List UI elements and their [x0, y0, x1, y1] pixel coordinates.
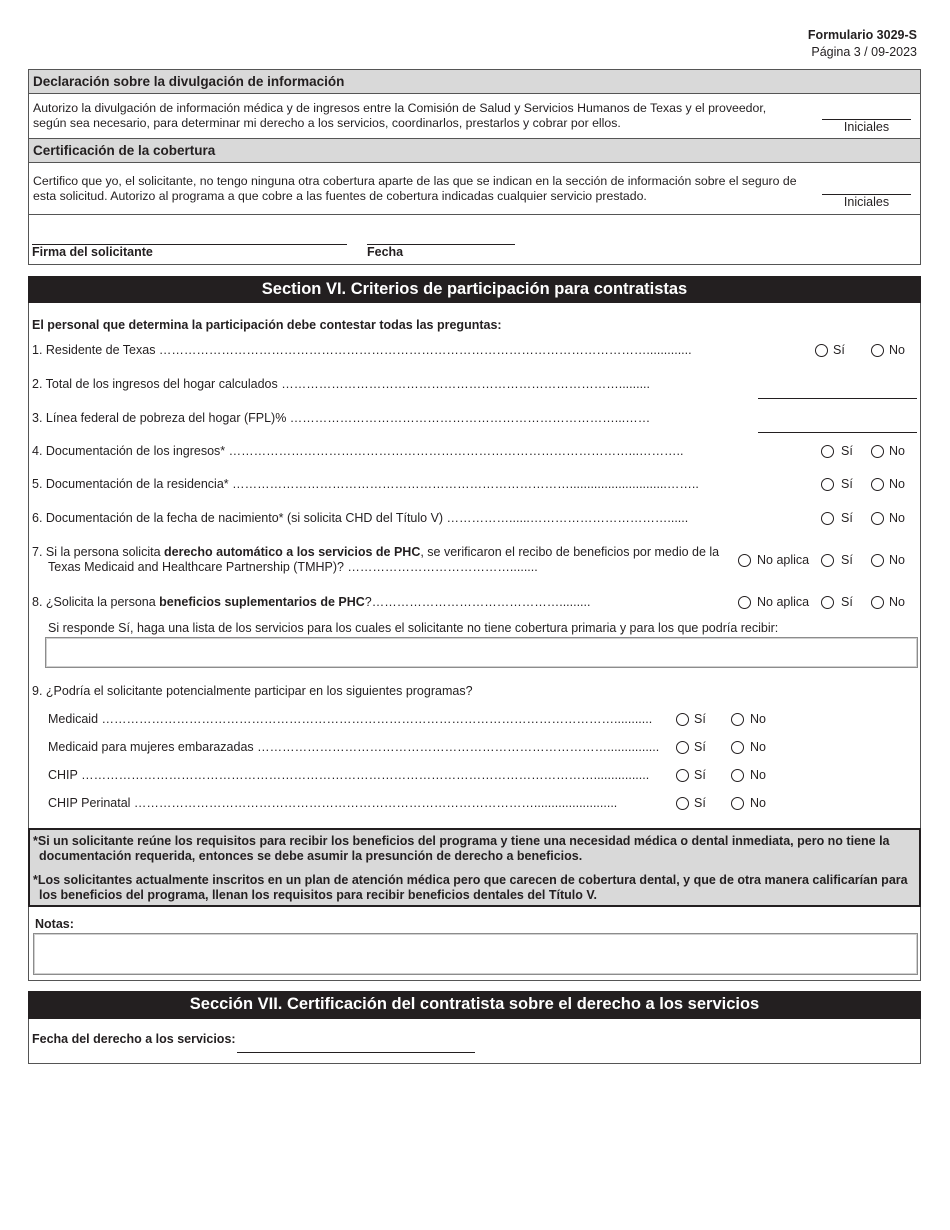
disclosure-text — [33, 101, 766, 131]
q8-no-label: No — [889, 595, 905, 609]
question-8 — [32, 595, 590, 609]
question-3: 3. Línea federal de pobreza del hogar (FPL)% ……………………………………………………………………...…… — [32, 411, 651, 425]
medicaid-pregnant-yes-radio[interactable] — [676, 741, 689, 754]
q8-na-radio[interactable] — [738, 596, 751, 609]
q8-text-bold: beneficios suplementarios de PHC — [159, 595, 365, 609]
question-6: 6. Documentación de la fecha de nacimiento* (si solicita CHD del Título V) ……………......……………………………...... — [32, 511, 689, 525]
signature-date-label: Fecha — [367, 245, 404, 259]
program-chip-perinatal: CHIP Perinatal ……………………………………………………………………………………........................ — [48, 796, 618, 810]
q3-answer-line[interactable] — [758, 432, 917, 433]
q7-na-label: No aplica — [757, 553, 810, 567]
q8-services-field[interactable] — [45, 637, 918, 668]
chip-perinatal-no-label: No — [750, 796, 766, 810]
q8-text-post: ?………………………………………......... — [364, 595, 591, 609]
q6-no-label: No — [889, 511, 905, 525]
note-2-line2: los beneficios del programa, llenan los requisitos para recibir beneficios dentales del Título V. — [39, 888, 598, 902]
question-4: 4. Documentación de los ingresos* ……………………………………………………………………………………...……….. — [32, 444, 684, 458]
question-7-line2: Texas Medicaid and Healthcare Partnership (TMHP)? …………………………………........ — [48, 560, 538, 574]
q1-no-label: No — [889, 343, 905, 357]
q5-no-radio[interactable] — [871, 478, 884, 491]
question-5: 5. Documentación de la residencia* ………………………………………………………………………............................…….. — [32, 477, 699, 491]
coverage-initials-label: Iniciales — [843, 195, 890, 209]
form-number: Formulario 3029-S — [807, 28, 917, 42]
q4-no-label: No — [889, 444, 905, 458]
q7-no-radio[interactable] — [871, 554, 884, 567]
q7-yes-radio[interactable] — [821, 554, 834, 567]
section6-intro: El personal que determina la participación debe contestar todas las preguntas: — [32, 318, 502, 332]
section7-title: Sección VII. Certificación del contratista sobre el derecho a los servicios — [28, 991, 921, 1019]
q4-yes-label: Sí — [841, 444, 853, 458]
chip-no-radio[interactable] — [731, 769, 744, 782]
q8-no-radio[interactable] — [871, 596, 884, 609]
q7-no-label: No — [889, 553, 905, 567]
chip-perinatal-no-radio[interactable] — [731, 797, 744, 810]
q1-no-radio[interactable] — [871, 344, 884, 357]
coverage-text-line2: esta solicitud. Autorizo al programa a que cobre a las fuentes de cobertura indicadas cualquier servicio prestado. — [33, 189, 647, 203]
disclosure-title: Declaración sobre la divulgación de información — [29, 70, 920, 94]
page-number: Página 3 / 09-2023 — [811, 45, 917, 59]
medicaid-pregnant-yes-label: Sí — [694, 740, 706, 754]
q6-yes-label: Sí — [841, 511, 853, 525]
question-7 — [32, 545, 719, 559]
medicaid-yes-radio[interactable] — [676, 713, 689, 726]
coverage-text — [33, 174, 797, 204]
q1-yes-radio[interactable] — [815, 344, 828, 357]
q6-no-radio[interactable] — [871, 512, 884, 525]
notes-label: Notas: — [35, 917, 74, 931]
q4-yes-radio[interactable] — [821, 445, 834, 458]
program-medicaid: Medicaid ……………………………………………………………………………………………………………........... — [48, 712, 653, 726]
q7-text-post: , se verificaron el recibo de beneficios por medio de la — [420, 545, 720, 559]
q5-no-label: No — [889, 477, 905, 491]
q7-na-radio[interactable] — [738, 554, 751, 567]
chip-perinatal-yes-label: Sí — [694, 796, 706, 810]
authorization-box — [28, 69, 921, 265]
question-1: 1. Residente de Texas ………………………………………………………………………………………………………............. — [32, 343, 692, 357]
q1-yes-label: Sí — [833, 343, 845, 357]
q5-yes-label: Sí — [841, 477, 853, 491]
note-2-line1: *Los solicitantes actualmente inscritos en un plan de atención médica pero que carecen de cobertura dental, y que de otra manera calificarían para — [33, 873, 908, 887]
eligibility-notes-box — [28, 828, 921, 907]
section6-title: Section VI. Criterios de participación para contratistas — [28, 276, 921, 303]
q4-no-radio[interactable] — [871, 445, 884, 458]
question-9: 9. ¿Podría el solicitante potencialmente participar en los siguientes programas? — [32, 684, 473, 698]
coverage-text-line1: Certifico que yo, el solicitante, no tengo ninguna otra cobertura aparte de las que se indican en la sección de información sobre el seguro de — [33, 174, 797, 188]
medicaid-pregnant-no-label: No — [750, 740, 766, 754]
disclosure-text-line2: según sea necesario, para determinar mi derecho a los servicios, coordinarlos, prestarlos y cobrar por ellos. — [33, 116, 621, 130]
q6-yes-radio[interactable] — [821, 512, 834, 525]
q7-text-bold: derecho automático a los servicios de PHC — [164, 545, 421, 559]
q8-yes-radio[interactable] — [821, 596, 834, 609]
q5-yes-radio[interactable] — [821, 478, 834, 491]
q2-answer-line[interactable] — [758, 398, 917, 399]
q7-yes-label: Sí — [841, 553, 853, 567]
q8-text-pre: 8. ¿Solicita la persona — [32, 595, 160, 609]
q7-text-pre: 7. Si la persona solicita — [32, 545, 165, 559]
notes-field[interactable] — [33, 933, 918, 975]
note-1 — [33, 834, 890, 864]
chip-yes-radio[interactable] — [676, 769, 689, 782]
q8-subtext: Si responde Sí, haga una lista de los servicios para los cuales el solicitante no tiene cobertura primaria y para los que podría recibir: — [48, 621, 779, 635]
program-medicaid-pregnant: Medicaid para mujeres embarazadas …………………………………………………………………………............... — [48, 740, 660, 754]
chip-yes-label: Sí — [694, 768, 706, 782]
entitlement-date-label: Fecha del derecho a los servicios: — [32, 1032, 236, 1046]
disclosure-text-line1: Autorizo la divulgación de información médica y de ingresos entre la Comisión de Salud y Servicios Humanos de Texas y el proveedor, — [33, 101, 767, 115]
signature-label: Firma del solicitante — [32, 245, 153, 259]
medicaid-no-radio[interactable] — [731, 713, 744, 726]
entitlement-date-line[interactable] — [237, 1052, 475, 1053]
coverage-title: Certificación de la cobertura — [29, 138, 920, 163]
medicaid-pregnant-no-radio[interactable] — [731, 741, 744, 754]
note-1-line1: *Si un solicitante reúne los requisitos para recibir los beneficios del programa y tiene una necesidad médica o dental inmediata, pero no tiene la — [33, 834, 890, 848]
program-chip: CHIP ……………………………………………………………………………………………………………................ — [48, 768, 650, 782]
question-2: 2. Total de los ingresos del hogar calculados ………………………………………………………………………......... — [32, 377, 650, 391]
note-2 — [33, 873, 908, 903]
q8-yes-label: Sí — [841, 595, 853, 609]
divider — [29, 214, 920, 215]
chip-perinatal-yes-radio[interactable] — [676, 797, 689, 810]
medicaid-yes-label: Sí — [694, 712, 706, 726]
note-1-line2: documentación requerida, entonces se debe asumir la presunción de derecho a beneficios. — [39, 849, 583, 863]
disclosure-initials-label: Iniciales — [843, 120, 890, 134]
medicaid-no-label: No — [750, 712, 766, 726]
chip-no-label: No — [750, 768, 766, 782]
q8-na-label: No aplica — [757, 595, 810, 609]
